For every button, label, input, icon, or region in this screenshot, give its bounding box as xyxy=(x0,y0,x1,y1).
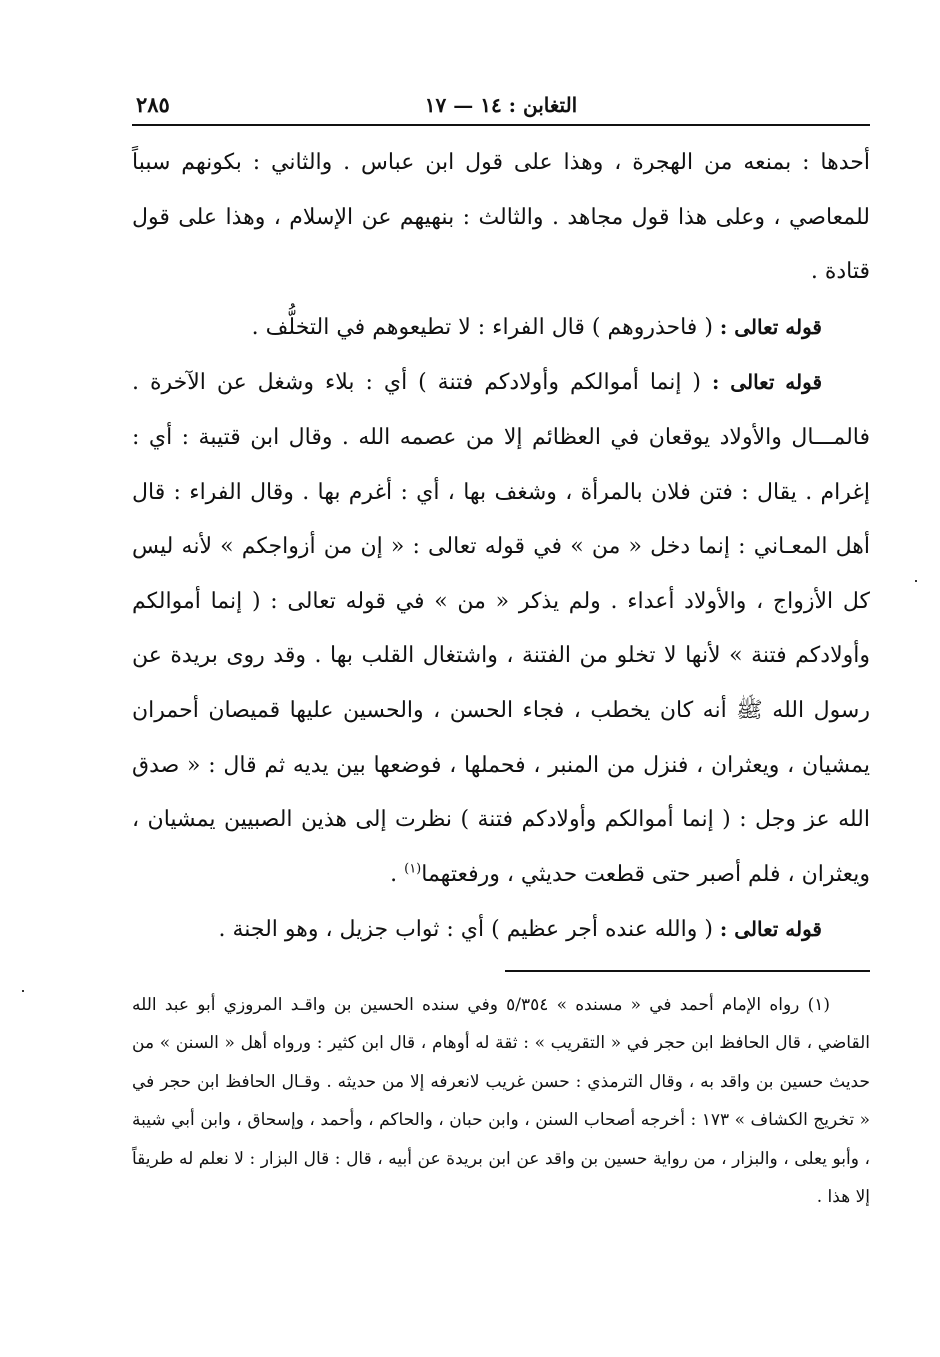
paragraph-4 xyxy=(132,902,870,958)
paragraph-3 xyxy=(132,355,870,902)
paragraph-3-end: . xyxy=(390,861,405,887)
paragraph-4-text: ( والله عنده أجر عظيم ) أي : ثواب جزيل ، وهو الجنة . xyxy=(218,917,713,943)
paragraph-2-lead: قوله تعالى : xyxy=(719,314,822,339)
paragraph-3-lead: قوله تعالى : xyxy=(712,370,823,395)
main-text xyxy=(132,136,870,958)
running-head-title: التغابن : ١٤ — ١٧ xyxy=(424,93,578,117)
footnote xyxy=(132,986,870,1217)
footnote-rule xyxy=(505,970,870,972)
paragraph-4-lead: قوله تعالى : xyxy=(719,917,822,942)
page-number: ٢٨٥ xyxy=(136,92,170,117)
scan-speck xyxy=(22,990,24,992)
scan-speck xyxy=(915,580,917,582)
book-page xyxy=(132,88,870,1217)
header-rule xyxy=(132,124,870,126)
running-head xyxy=(132,88,870,122)
paragraph-1 xyxy=(132,136,870,300)
paragraph-1-text: أحدها : بمنعه من الهجرة ، وهذا على قول ابن عباس . والثاني : بكونهم سبباً للمعاصي ، وعلى هذا قول مجاهد . والثالث : بنهيهم عن الإسلام ، وهذا على قول قتادة . xyxy=(132,150,870,285)
footnote-text: (١) رواه الإمام أحمد في « مسنده » ٥/٣٥٤ وفي سنده الحسين بن واقـد المروزي أبو عبد الله القاضي ، قال الحافظ ابن حجر في « التقريب » : ثقة له أوهام ، قال ابن كثير : ورواه أهل « السنن » من حديث حسين بن واقد به ، وقال الترمذي : حسن غريب لانعرفه إلا من حديثه . وقـال الحافظ ابن حجر في « تخريج الكشاف » ١٧٣ : أخرجه أصحاب السنن ، وابن حبان ، والحاكم ، وأحمد ، وإسحاق ، وابن أبي شيبة ، وأبو يعلى ، والبزار ، من رواية حسين بن واقد عن ابن بريدة عن أبيه ، قال : قال البزار : لا نعلم له طريقاً إلا هذا . xyxy=(132,994,871,1208)
paragraph-2 xyxy=(132,300,870,356)
paragraph-3-text: ( إنما أموالكم وأولادكم فتنة ) أي : بلاء وشغل عن الآخرة . فالمـــال والأولاد يوقعان في العظائم إلا من عصمه الله . وقال ابن قتيبة : أي : إغرام . يقال : فتن فلان بالمرأة ، وشغف بها ، أي : أغرم بها . وقال الفراء : قال أهل المعـاني : إنما دخل « من » في قوله تعالى : « إن من أزواجكم » لأنه ليس كل الأزواج ، والأولاد أعداء . ولم يذكر « من » في قوله تعالى : ( إنما أموالكم وأولادكم فتنة » لأنها لا تخلو من الفتنة ، واشتغال القلب بها . وقد روى بريدة عن رسول الله ﷺ أنه كان يخطب ، فجاء الحسن ، والحسين عليها قميصان أحمران يمشيان ، ويعثران ، فنزل من المنبر ، فحملها ، فوضعها بين يديه ثم قال : « صدق الله عز وجل : ( إنما أموالكم وأولادكم فتنة ) نظرت إلى هذين الصبيين يمشيان ، ويعثران ، فلم أصبر حتى قطعت حديثي ، ورفعتهما xyxy=(132,370,870,887)
paragraph-2-text: ( فاحذروهم ) قال الفراء : لا تطيعوهم في التخلُّف . xyxy=(251,314,713,340)
footnote-reference: (١) xyxy=(404,861,422,877)
